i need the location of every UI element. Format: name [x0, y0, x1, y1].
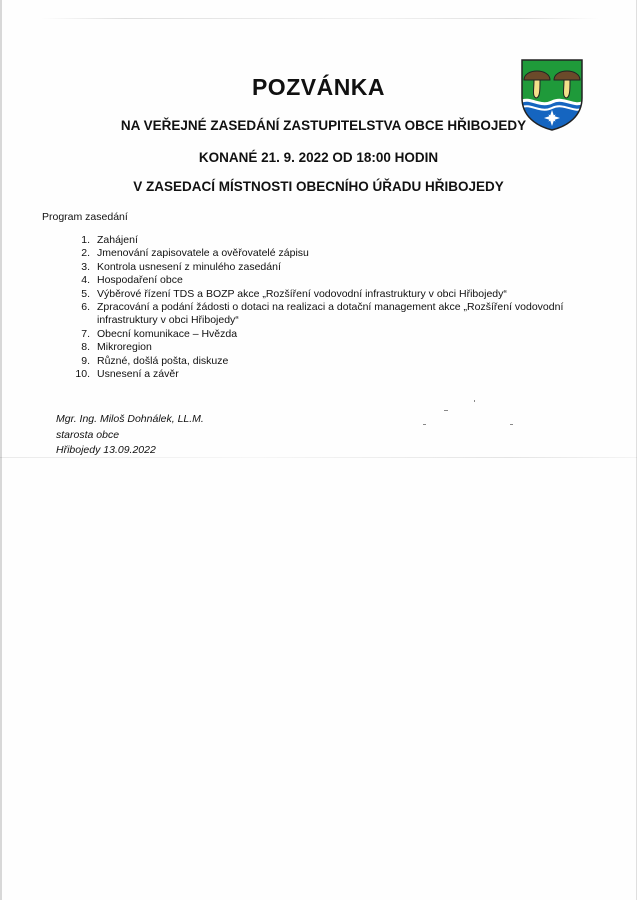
agenda-number: 7.	[81, 327, 90, 340]
agenda-text: Hospodaření obce	[97, 274, 183, 287]
agenda-item	[62, 301, 582, 328]
agenda-text: Obecní komunikace – Hvězda	[97, 327, 238, 340]
agenda-item	[62, 261, 582, 274]
page-title: POZVÁNKA	[251, 74, 386, 100]
agenda-number: 1.	[81, 234, 90, 246]
agenda-number: 5.	[81, 287, 90, 300]
agenda-number: 3.	[81, 260, 90, 273]
signatory-name: Mgr. Ing. Miloš Dohnálek, LL.M.	[56, 413, 204, 425]
agenda-text: Výběrové řízení TDS a BOZP akce „Rozšíření vodovodní infrastruktury v obci Hřibojedy“	[97, 287, 507, 300]
agenda-item	[62, 288, 582, 301]
agenda-number: 9.	[81, 354, 90, 367]
agenda-item	[62, 328, 582, 341]
agenda-text: Zahájení	[97, 234, 138, 246]
program-label: Program zasedání	[42, 211, 128, 223]
agenda-item	[62, 274, 582, 287]
agenda-number: 2.	[81, 247, 90, 260]
agenda-number: 10.	[75, 368, 90, 381]
agenda-number: 4.	[81, 274, 90, 287]
signature-place-date: Hřibojedy 13.09.2022	[56, 444, 156, 456]
subtitle-location: V ZASEDACÍ MÍSTNOSTI OBECNÍHO ÚŘADU HŘIBOJEDY	[133, 179, 504, 194]
agenda-number: 8.	[81, 341, 90, 354]
subtitle-date: KONANÉ 21. 9. 2022 OD 18:00 HODIN	[198, 150, 439, 165]
agenda-text: Mikroregion	[97, 341, 152, 354]
agenda-item	[62, 234, 582, 247]
signature-block	[56, 412, 204, 459]
agenda-item	[62, 368, 582, 381]
agenda-item	[62, 247, 582, 260]
agenda-item	[62, 341, 582, 354]
agenda-text: Kontrola usnesení z minulého zasedání	[97, 260, 281, 273]
subtitle-meeting: NA VEŘEJNÉ ZASEDÁNÍ ZASTUPITELSTVA OBCE HŘIBOJEDY	[120, 118, 527, 133]
agenda-text: Různé, došlá pošta, diskuze	[97, 354, 229, 367]
agenda-item	[62, 355, 582, 368]
agenda-text: Jmenování zapisovatele a ověřovatelé zápisu	[97, 247, 309, 260]
agenda-list	[62, 234, 582, 381]
scan-artifact-line	[40, 18, 600, 19]
agenda-text: Usnesení a závěr	[97, 368, 179, 381]
scan-edge	[0, 0, 2, 900]
agenda-number: 6.	[81, 301, 90, 314]
agenda-text: Zpracování a podání žádosti o dotaci na realizaci a dotační management akce „Rozšíření vodovodní infrastruktury v obci Hřibojedy“	[97, 301, 564, 327]
signatory-role: starosta obce	[56, 428, 120, 441]
